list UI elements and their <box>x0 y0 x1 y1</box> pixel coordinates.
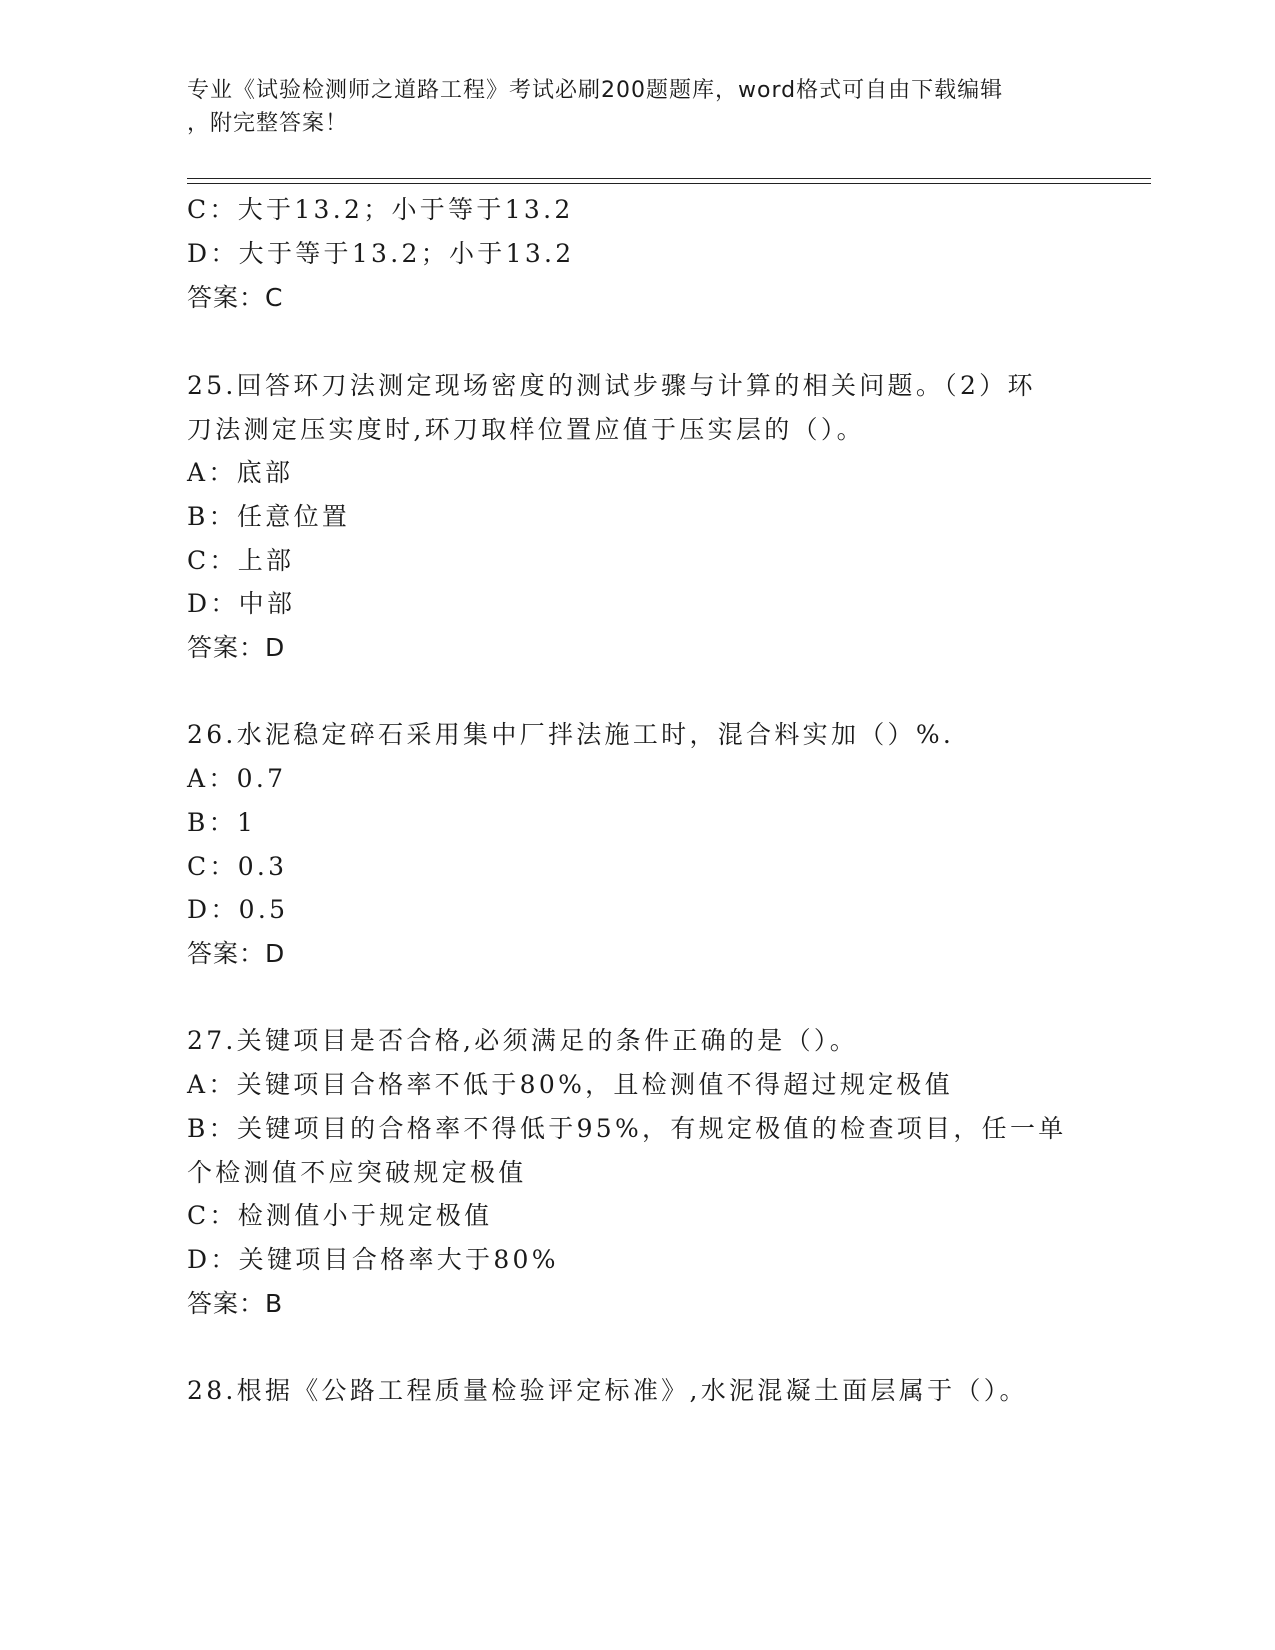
q25-option-d: D：中部 <box>187 589 296 618</box>
q24-option-c: C：大于13.2；小于等于13.2 <box>187 195 574 224</box>
header-line-1: 专业《试验检测师之道路工程》考试必刷200题题库，word格式可自由下载编辑 <box>187 78 1004 103</box>
q27-option-c: C：检测值小于规定极值 <box>187 1201 493 1230</box>
q27-stem: 27.关键项目是否合格,必须满足的条件正确的是（）。 <box>187 1026 859 1055</box>
header-rule-bottom <box>187 183 1151 184</box>
q27-option-d: D：关键项目合格率大于80% <box>187 1245 559 1274</box>
q26-option-a: A：0.7 <box>187 764 287 793</box>
q24-answer: 答案：C <box>187 283 284 312</box>
q25-option-a: A：底部 <box>187 458 294 487</box>
document-header <box>187 74 1067 140</box>
q26-stem: 26.水泥稳定碎石采用集中厂拌法施工时，混合料实加（）%. <box>187 720 955 749</box>
header-rule-top <box>187 178 1151 179</box>
q25-stem-line-2: 刀法测定压实度时,环刀取样位置应值于压实层的（）。 <box>187 415 865 444</box>
header-line-2: ，附完整答案！ <box>187 111 349 136</box>
q27-answer: 答案：B <box>187 1289 284 1318</box>
q24-option-d: D：大于等于13.2；小于13.2 <box>187 239 575 268</box>
q28-stem: 28.根据《公路工程质量检验评定标准》,水泥混凝土面层属于（）。 <box>187 1376 1028 1405</box>
q27-option-b-line-2: 个检测值不应突破规定极值 <box>187 1158 527 1187</box>
q27-option-b-line-1: B：关键项目的合格率不得低于95%，有规定极值的检查项目，任一单 <box>187 1114 1067 1143</box>
q26-option-d: D：0.5 <box>187 895 289 924</box>
q26-option-c: C：0.3 <box>187 852 288 881</box>
q25-option-b: B：任意位置 <box>187 502 351 531</box>
q27-option-a: A：关键项目合格率不低于80%，且检测值不得超过规定极值 <box>187 1070 954 1099</box>
q25-stem-line-1: 25.回答环刀法测定现场密度的测试步骤与计算的相关问题。（2）环 <box>187 371 1036 400</box>
q25-answer: 答案：D <box>187 633 286 662</box>
q25-option-c: C：上部 <box>187 546 295 575</box>
q26-option-b: B：1 <box>187 808 257 837</box>
q26-answer: 答案：D <box>187 939 286 968</box>
